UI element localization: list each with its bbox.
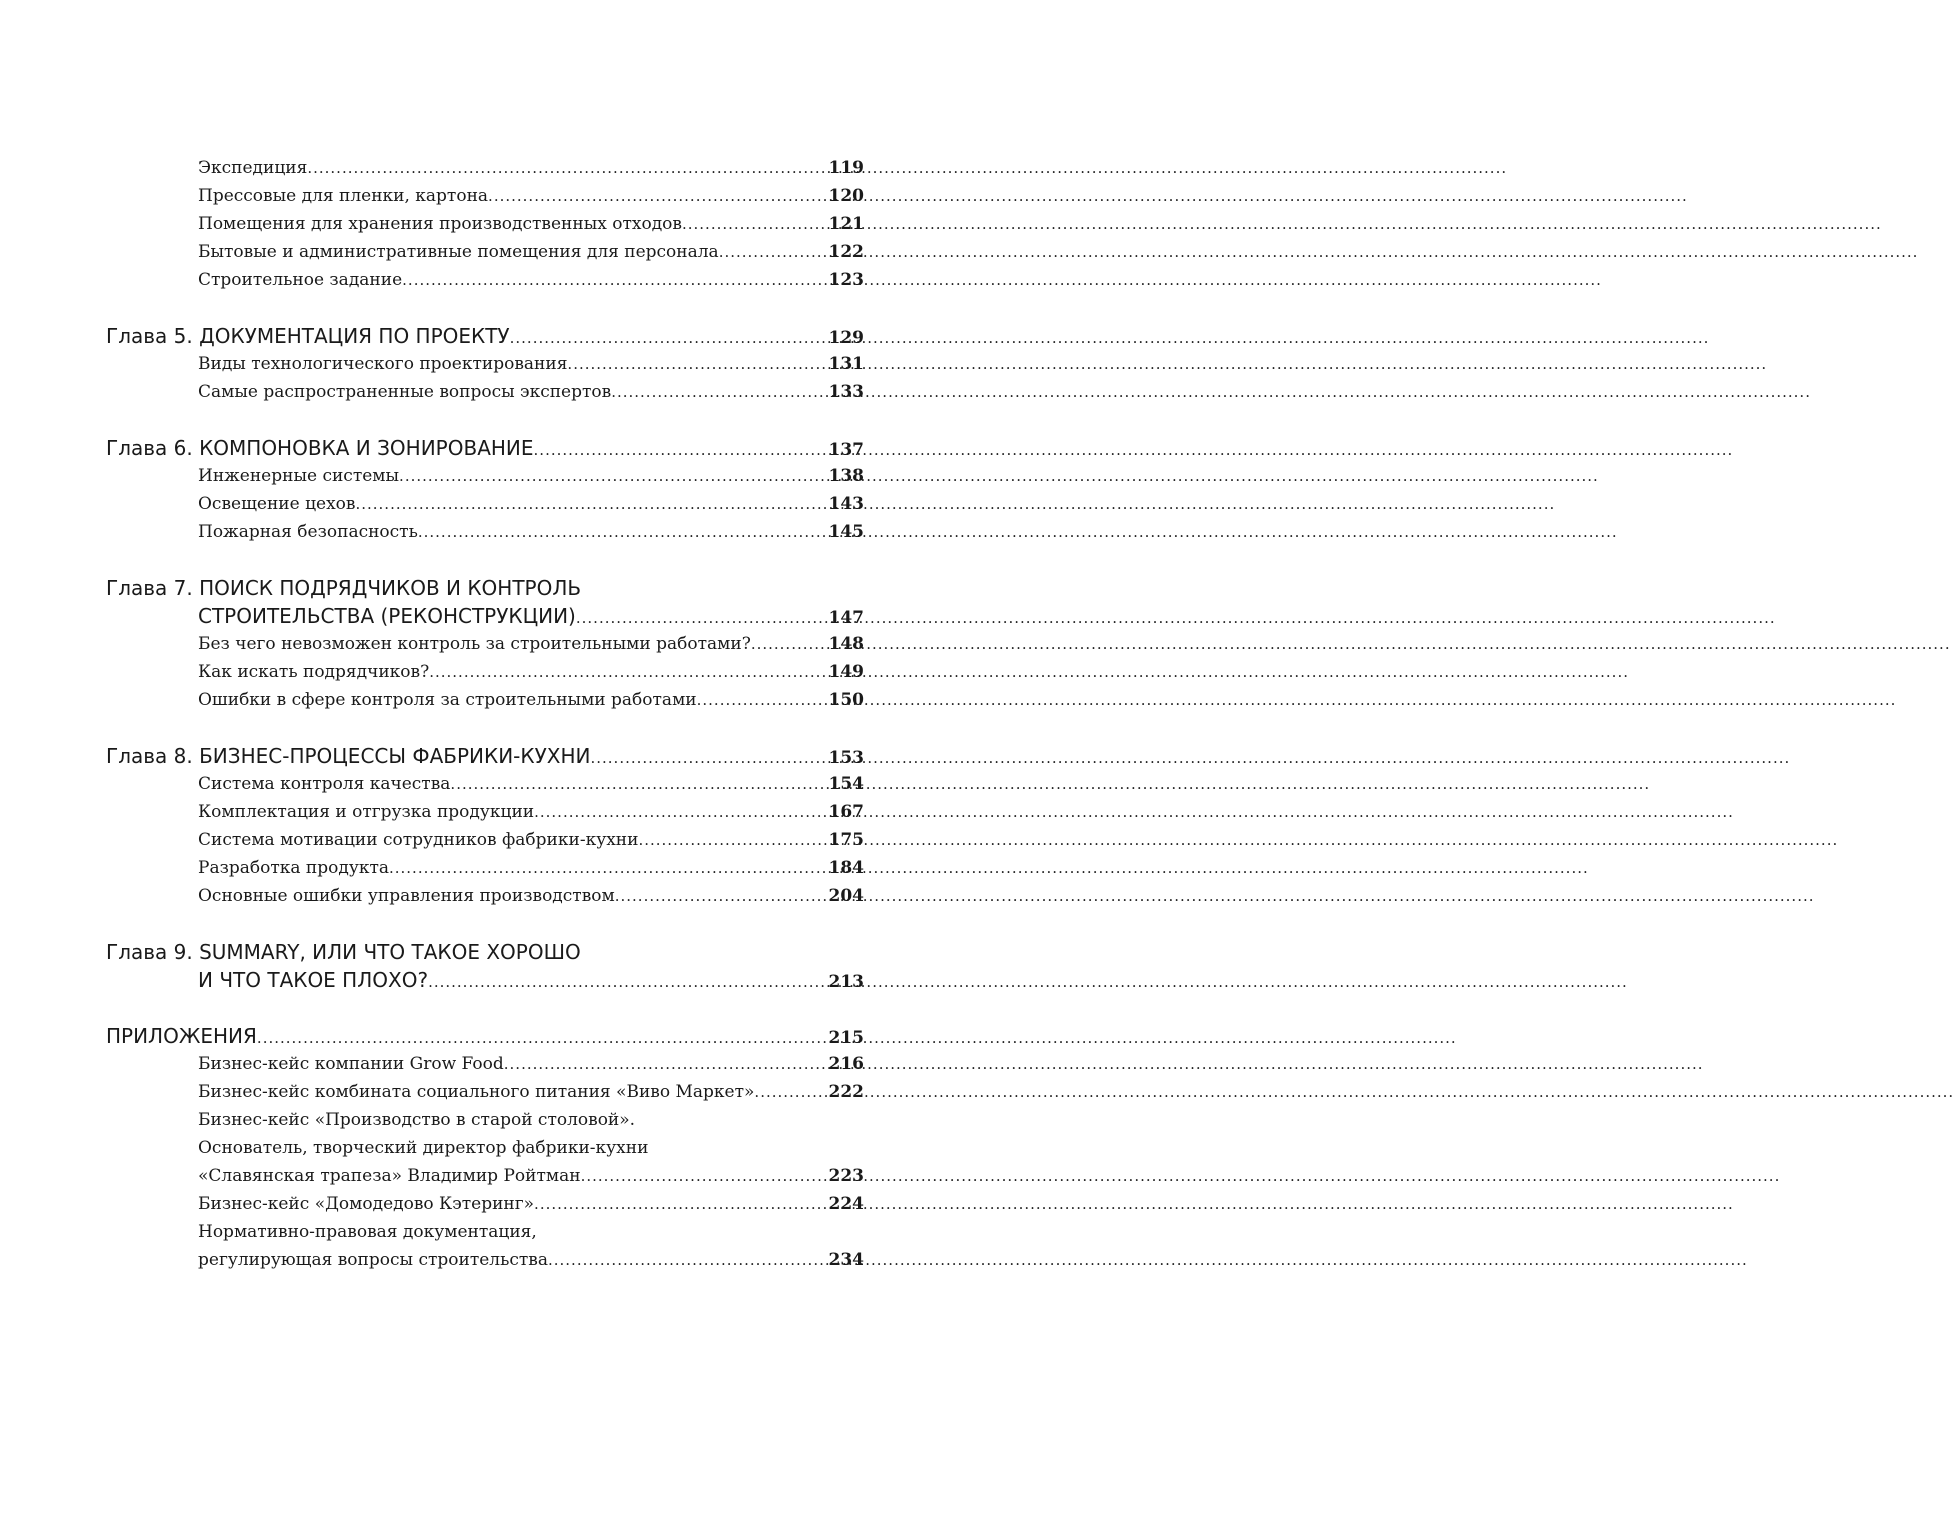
toc-entry-title: Комплектация и отгрузка продукции — [198, 802, 535, 822]
dot-leader — [590, 744, 826, 772]
dot-leader — [754, 1078, 826, 1106]
dot-leader — [504, 1050, 827, 1078]
toc-entry-line — [198, 1218, 864, 1246]
toc-entry — [198, 686, 864, 714]
toc-entry — [198, 462, 864, 490]
toc-entry — [198, 182, 864, 210]
toc-entry — [198, 1078, 864, 1106]
dot-leader — [697, 686, 827, 714]
toc-entry-title: Система мотивации сотрудников фабрики-кухни — [198, 830, 639, 850]
toc-entry-page: 184 — [828, 858, 864, 878]
toc-chapter-line — [106, 938, 864, 966]
toc-entry — [198, 210, 864, 238]
toc-chapter-title: Глава 8. БИЗНЕС-ПРОЦЕССЫ ФАБРИКИ-КУХНИ — [106, 744, 591, 768]
dot-leader — [567, 350, 826, 378]
toc-entry — [198, 154, 864, 182]
dot-leader — [534, 798, 826, 826]
toc-entry-page: 121 — [828, 214, 864, 234]
dot-leader — [611, 378, 826, 406]
toc-entry-title: Бизнес-кейс «Производство в старой столовой». — [198, 1110, 636, 1130]
toc-entry-title: Основатель, творческий директор фабрики-кухни — [198, 1138, 649, 1158]
toc-entry — [198, 826, 864, 854]
toc-chapter-page: 213 — [828, 972, 864, 992]
toc-entry-line — [198, 1134, 864, 1162]
toc-entry — [198, 630, 864, 658]
dot-leader — [548, 1246, 827, 1274]
toc-entry-title: Инженерные системы — [198, 466, 400, 486]
dot-leader — [534, 1190, 826, 1218]
toc-chapter-title: ПРИЛОЖЕНИЯ — [106, 1024, 257, 1048]
toc-entry — [198, 490, 864, 518]
toc-entry-page: 143 — [828, 494, 864, 514]
toc-entry-page: 223 — [828, 1166, 864, 1186]
toc-entry-title: регулирующая вопросы строительства — [198, 1250, 548, 1270]
toc-entry-title: Как искать подрядчиков? — [198, 662, 430, 682]
toc-entry-page: 145 — [828, 522, 864, 542]
toc-entry-page: 119 — [828, 158, 864, 178]
toc-entry-page: 138 — [828, 466, 864, 486]
dot-leader — [418, 518, 827, 546]
toc-entry-title: Система контроля качества — [198, 774, 451, 794]
toc-chapter-line — [106, 574, 864, 602]
toc-chapter-page: 153 — [828, 748, 864, 768]
dot-leader — [257, 1024, 827, 1052]
toc-entry-page: 131 — [828, 354, 864, 374]
toc-entry-title: Бизнес-кейс компании Grow Food — [198, 1054, 504, 1074]
toc-chapter — [106, 602, 864, 630]
toc-entry-page: 133 — [828, 382, 864, 402]
toc-entry-line — [198, 1106, 864, 1134]
toc-chapter-title: И ЧТО ТАКОЕ ПЛОХО? — [198, 968, 429, 992]
toc-entry-title: Бытовые и административные помещения для персонала — [198, 242, 719, 262]
toc-entry — [198, 854, 864, 882]
toc-entry — [198, 1190, 864, 1218]
toc-entry-title: Самые распространенные вопросы экспертов — [198, 382, 612, 402]
dot-leader — [450, 770, 826, 798]
toc-entry-title: Строительное задание — [198, 270, 403, 290]
dot-leader — [719, 238, 827, 266]
toc-entry-title: Пожарная безопасность — [198, 522, 418, 542]
toc-entry-page: 222 — [828, 1082, 864, 1102]
toc-entry-page: 150 — [828, 690, 864, 710]
toc-entry-page: 216 — [828, 1054, 864, 1074]
toc-entry — [198, 378, 864, 406]
toc-chapter — [106, 434, 864, 462]
dot-leader — [751, 630, 827, 658]
toc-chapter — [106, 1022, 864, 1050]
toc-chapter-title: Глава 9. SUMMARY, ИЛИ ЧТО ТАКОЕ ХОРОШО — [106, 940, 581, 964]
dot-leader — [429, 658, 826, 686]
toc-chapter-title: Глава 7. ПОИСК ПОДРЯДЧИКОВ И КОНТРОЛЬ — [106, 576, 582, 600]
toc-chapter — [106, 966, 864, 994]
toc-entry-page: 154 — [828, 774, 864, 794]
toc-entry-title: Экспедиция — [198, 158, 308, 178]
toc-entry-title: Без чего невозможен контроль за строительными работами? — [198, 634, 751, 654]
dot-leader — [615, 882, 827, 910]
toc-entry-page: 175 — [828, 830, 864, 850]
toc-entry-title: «Славянская трапеза» Владимир Ройтман — [198, 1166, 581, 1186]
dot-leader — [307, 154, 826, 182]
toc-entry — [198, 770, 864, 798]
toc-chapter — [106, 742, 864, 770]
toc-chapter-page: 147 — [828, 608, 864, 628]
toc-entry-title: Помещения для хранения производственных отходов — [198, 214, 682, 234]
toc-entry-page: 204 — [828, 886, 864, 906]
toc-entry — [198, 658, 864, 686]
toc-entry-page: 123 — [828, 270, 864, 290]
toc-entry-title: Освещение цехов — [198, 494, 356, 514]
toc-chapter — [106, 322, 864, 350]
dot-leader — [399, 462, 826, 490]
toc-entry-page: 120 — [828, 186, 864, 206]
toc-chapter-page: 215 — [828, 1028, 864, 1048]
toc-entry-title: Основные ошибки управления производством — [198, 886, 615, 906]
toc-entry-page: 122 — [828, 242, 864, 262]
dot-leader — [534, 436, 827, 464]
dot-leader — [488, 182, 826, 210]
toc-entry — [198, 1050, 864, 1078]
toc-entry — [198, 882, 864, 910]
dot-leader — [638, 826, 826, 854]
dot-leader — [428, 968, 826, 996]
toc-entry-page: 224 — [828, 1194, 864, 1214]
toc-entry — [198, 238, 864, 266]
toc-entry-page: 149 — [828, 662, 864, 682]
toc-entry-title: Бизнес-кейс комбината социального питания «Виво Маркет» — [198, 1082, 755, 1102]
toc-entry — [198, 266, 864, 294]
toc-entry — [198, 1162, 864, 1190]
toc-entry-page: 234 — [828, 1250, 864, 1270]
toc-entry — [198, 1246, 864, 1274]
toc-entry-title: Прессовые для пленки, картона — [198, 186, 489, 206]
toc-entry-title: Нормативно-правовая документация, — [198, 1222, 537, 1242]
toc-entry-page: 148 — [828, 634, 864, 654]
toc-chapter-title: Глава 6. КОМПОНОВКА И ЗОНИРОВАНИЕ — [106, 436, 534, 460]
dot-leader — [389, 854, 827, 882]
toc-chapter-page: 137 — [828, 440, 864, 460]
toc-entry-title: Разработка продукта — [198, 858, 389, 878]
toc-entry — [198, 798, 864, 826]
toc-chapter-title: Глава 5. ДОКУМЕНТАЦИЯ ПО ПРОЕКТУ — [106, 324, 510, 348]
toc-entry — [198, 350, 864, 378]
toc-chapter-page: 129 — [828, 328, 864, 348]
toc-entry — [198, 518, 864, 546]
dot-leader — [510, 324, 827, 352]
dot-leader — [402, 266, 826, 294]
toc-chapter-title: СТРОИТЕЛЬСТВА (РЕКОНСТРУКЦИИ) — [198, 604, 576, 628]
dot-leader — [576, 604, 827, 632]
toc-entry-title: Ошибки в сфере контроля за строительными работами — [198, 690, 697, 710]
toc-entry-title: Бизнес-кейс «Домодедово Кэтеринг» — [198, 1194, 535, 1214]
dot-leader — [581, 1162, 827, 1190]
toc-entry-title: Виды технологического проектирования — [198, 354, 568, 374]
toc-entry-page: 167 — [828, 802, 864, 822]
dot-leader — [682, 210, 827, 238]
dot-leader — [355, 490, 826, 518]
